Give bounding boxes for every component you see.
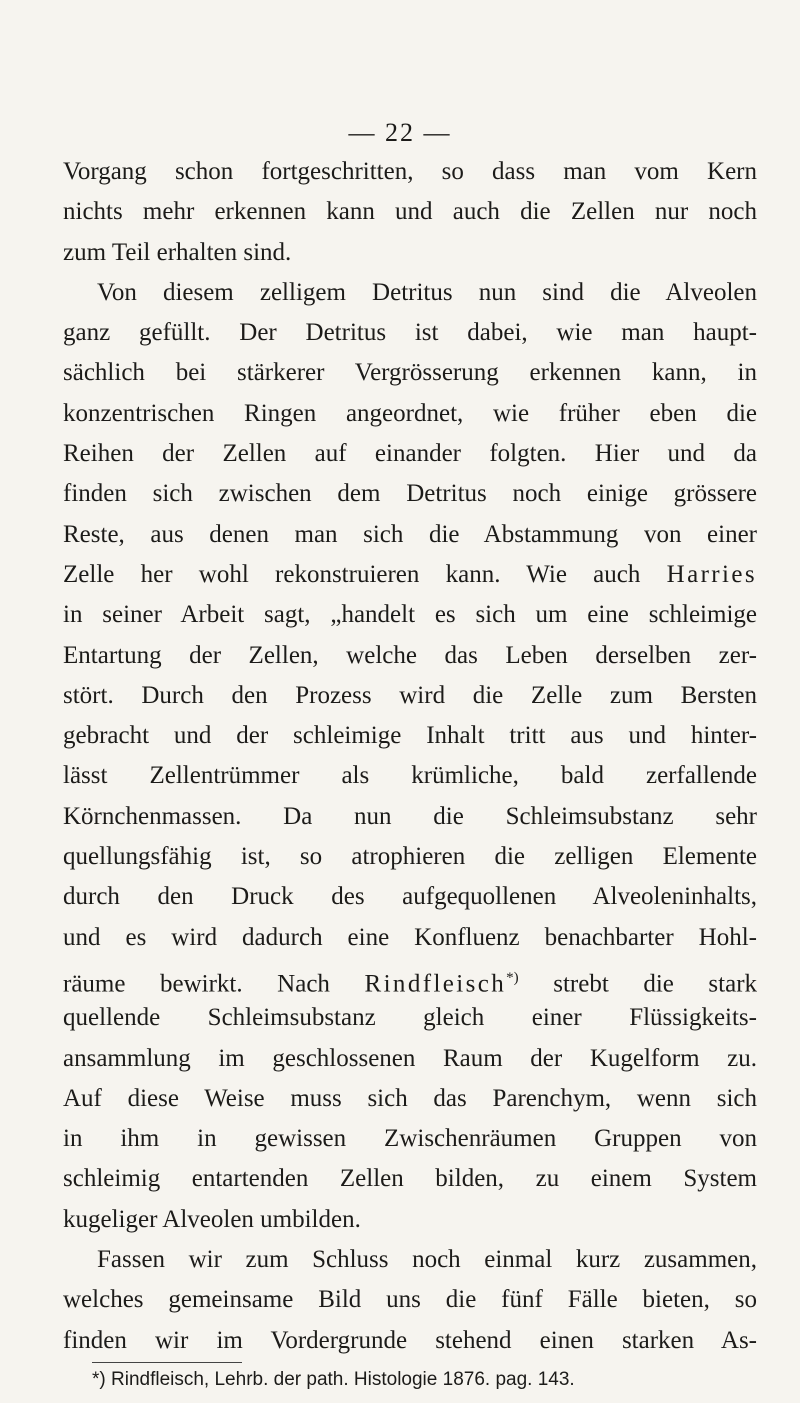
text-line: stört. Durch den Prozess wird die Zelle zum Bersten bbox=[63, 681, 757, 709]
text-line: Reste, aus denen man sich die Abstammung von einer bbox=[63, 520, 757, 548]
text-line: quellungsfähig ist, so atrophieren die zelligen Elemente bbox=[63, 843, 757, 871]
text-line: finden sich zwischen dem Detritus noch einige grössere bbox=[63, 480, 757, 508]
text-line: Körnchenmassen. Da nun die Schleimsubstanz sehr bbox=[63, 802, 757, 830]
footnote-marker: *) bbox=[506, 969, 519, 986]
text-line: kugeliger Alveolen umbilden. bbox=[63, 1205, 361, 1233]
text-fragment: räume bewirkt. Nach bbox=[63, 970, 330, 998]
author-name-harries: Harries bbox=[666, 560, 757, 588]
text-line: durch den Druck des aufgequollenen Alveoleninhalts, bbox=[63, 883, 757, 911]
text-line: schleimig entartenden Zellen bilden, zu einem System bbox=[63, 1165, 757, 1193]
text-fragment: strebt die stark bbox=[553, 970, 758, 998]
text-line: in ihm in gewissen Zwischenräumen Gruppen von bbox=[63, 1125, 757, 1153]
text-line: lässt Zellentrümmer als krümliche, bald zerfallende bbox=[63, 762, 757, 790]
text-line: Reihen der Zellen auf einander folgten. Hier und da bbox=[63, 440, 757, 468]
text-line: und es wird dadurch eine Konfluenz benachbarter Hohl- bbox=[63, 923, 757, 951]
text-line: Entartung der Zellen, welche das Leben derselben zer- bbox=[63, 641, 757, 669]
text-line: konzentrischen Ringen angeordnet, wie früher eben die bbox=[63, 399, 757, 427]
text-line: Fassen wir zum Schluss noch einmal kurz zusammen, bbox=[97, 1246, 757, 1274]
text-line: Von diesem zelligem Detritus nun sind die Alveolen bbox=[97, 278, 757, 306]
text-line: ansammlung im geschlossenen Raum der Kugelform zu. bbox=[63, 1044, 757, 1072]
text-line: gebracht und der schleimige Inhalt tritt aus und hinter- bbox=[63, 722, 757, 750]
text-line: finden wir im Vordergrunde stehend einen starken As- bbox=[63, 1326, 757, 1354]
text-line: sächlich bei stärkerer Vergrösserung erkennen kann, in bbox=[63, 359, 757, 387]
body-text bbox=[63, 152, 757, 1361]
text-line: in seiner Arbeit sagt, „handelt es sich um eine schleimige bbox=[63, 601, 757, 629]
footnote-divider bbox=[92, 1362, 242, 1363]
page-number: — 22 — bbox=[348, 118, 452, 147]
text-fragment: Zelle her wohl rekonstruieren kann. Wie auch bbox=[63, 560, 641, 588]
text-line: welches gemeinsame Bild uns die fünf Fälle bieten, so bbox=[63, 1286, 757, 1314]
footnote: *) Rindfleisch, Lehrb. der path. Histologie 1876. pag. 143. bbox=[92, 1369, 575, 1390]
text-line-rindfleisch bbox=[63, 958, 757, 998]
text-line: zum Teil erhalten sind. bbox=[63, 238, 292, 266]
text-line: Vorgang schon fortgeschritten, so dass man vom Kern bbox=[63, 158, 757, 185]
text-line: ganz gefüllt. Der Detritus ist dabei, wie man haupt- bbox=[63, 319, 757, 347]
text-line: quellende Schleimsubstanz gleich einer Flüssigkeits- bbox=[63, 1004, 757, 1032]
text-line: nichts mehr erkennen kann und auch die Zellen nur noch bbox=[63, 198, 757, 226]
text-line: Auf diese Weise muss sich das Parenchym, wenn sich bbox=[63, 1084, 757, 1112]
author-name-rindfleisch: Rindfleisch bbox=[364, 970, 507, 998]
text-line-harries bbox=[63, 555, 757, 595]
